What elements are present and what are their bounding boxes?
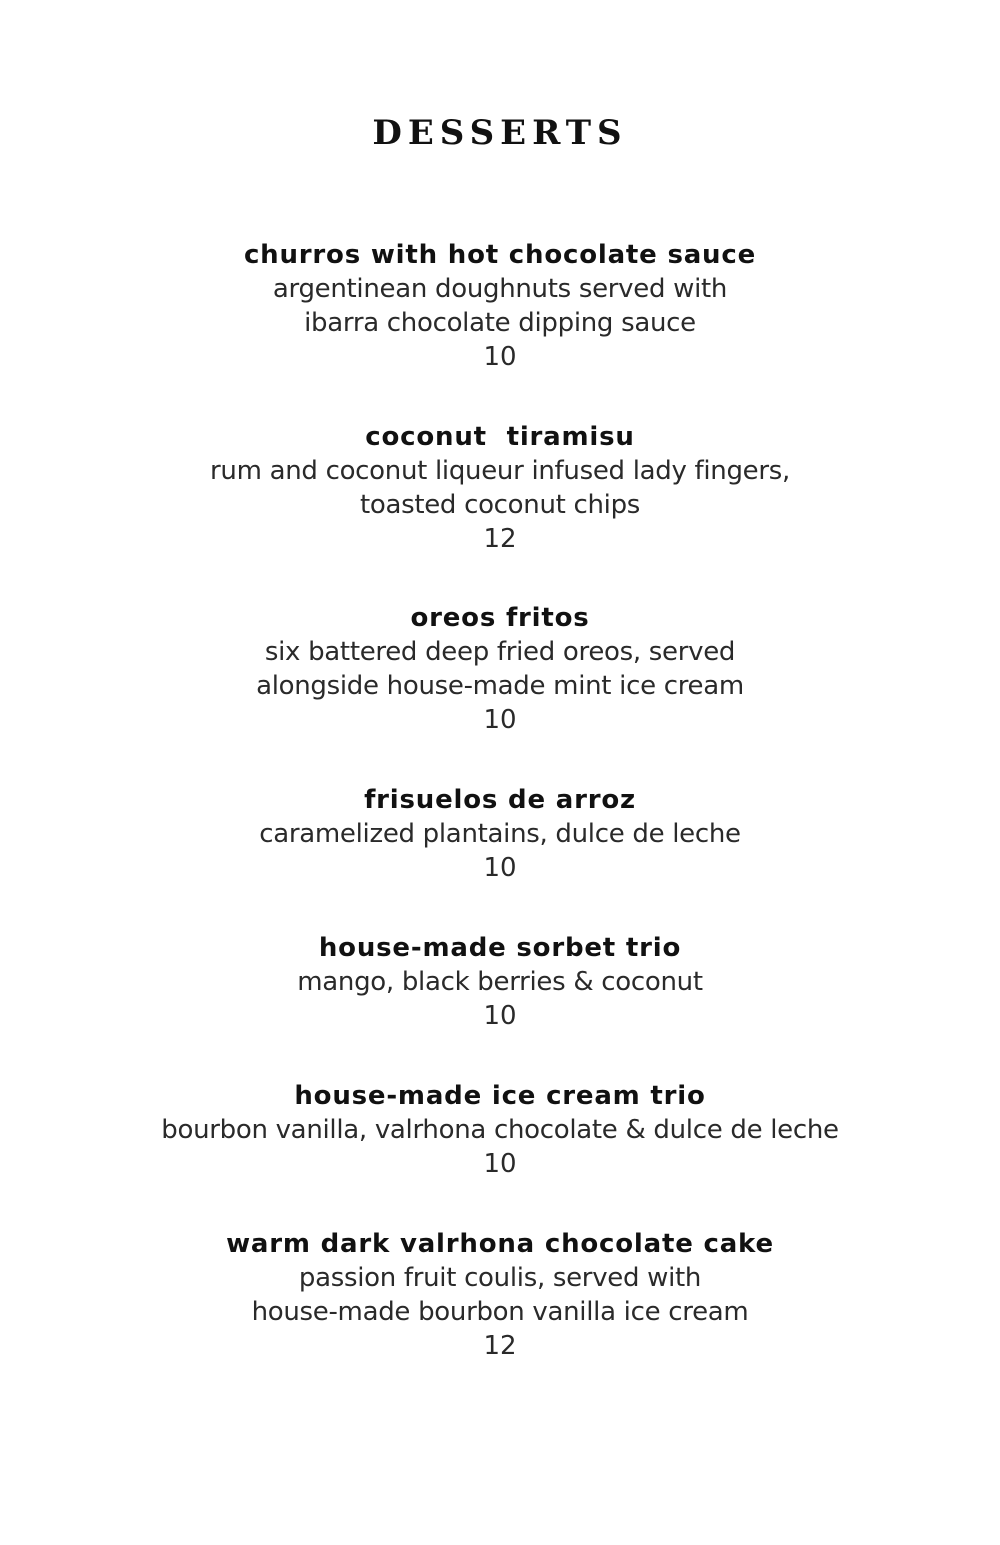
item-description-line: alongside house-made mint ice cream [256,671,744,701]
item-description-line: six battered deep fried oreos, served [264,637,736,667]
item-price: 12 [483,524,517,554]
item-description-line: house-made bourbon vanilla ice cream [251,1297,749,1327]
item-name: house-made ice cream trio [294,1081,706,1111]
item-description-line: toasted coconut chips [359,490,641,520]
item-description-line: bourbon vanilla, valrhona chocolate & dulce de leche [161,1115,839,1145]
item-description-line: mango, black berries & coconut [297,967,703,997]
item-name: oreos fritos [410,603,590,633]
menu-item-sorbet-trio [0,931,1000,1033]
menu-item-chocolate-cake [0,1227,1000,1363]
item-name: frisuelos de arroz [364,785,636,815]
item-description-line: ibarra chocolate dipping sauce [304,308,696,338]
item-description-line: rum and coconut liqueur infused lady fingers, [210,456,790,486]
item-name: house-made sorbet trio [318,933,682,963]
item-description-line: argentinean doughnuts served with [272,274,728,304]
item-name: churros with hot chocolate sauce [243,240,757,270]
item-price: 10 [483,342,517,372]
menu-item-frisuelos-de-arroz [0,783,1000,885]
item-price: 10 [483,1001,517,1031]
menu-item-coconut-tiramisu [0,420,1000,556]
menu-item-churros [0,238,1000,374]
item-price: 12 [483,1331,517,1361]
menu-item-ice-cream-trio [0,1079,1000,1181]
item-price: 10 [483,1149,517,1179]
item-name: coconut tiramisu [365,422,635,452]
item-description-line: passion fruit coulis, served with [298,1263,702,1293]
item-name: warm dark valrhona chocolate cake [226,1229,774,1259]
item-description-line: caramelized plantains, dulce de leche [259,819,741,849]
menu-item-oreos-fritos [0,601,1000,737]
item-price: 10 [483,705,517,735]
item-price: 10 [483,853,517,883]
menu-title: DESSERTS [372,113,628,153]
